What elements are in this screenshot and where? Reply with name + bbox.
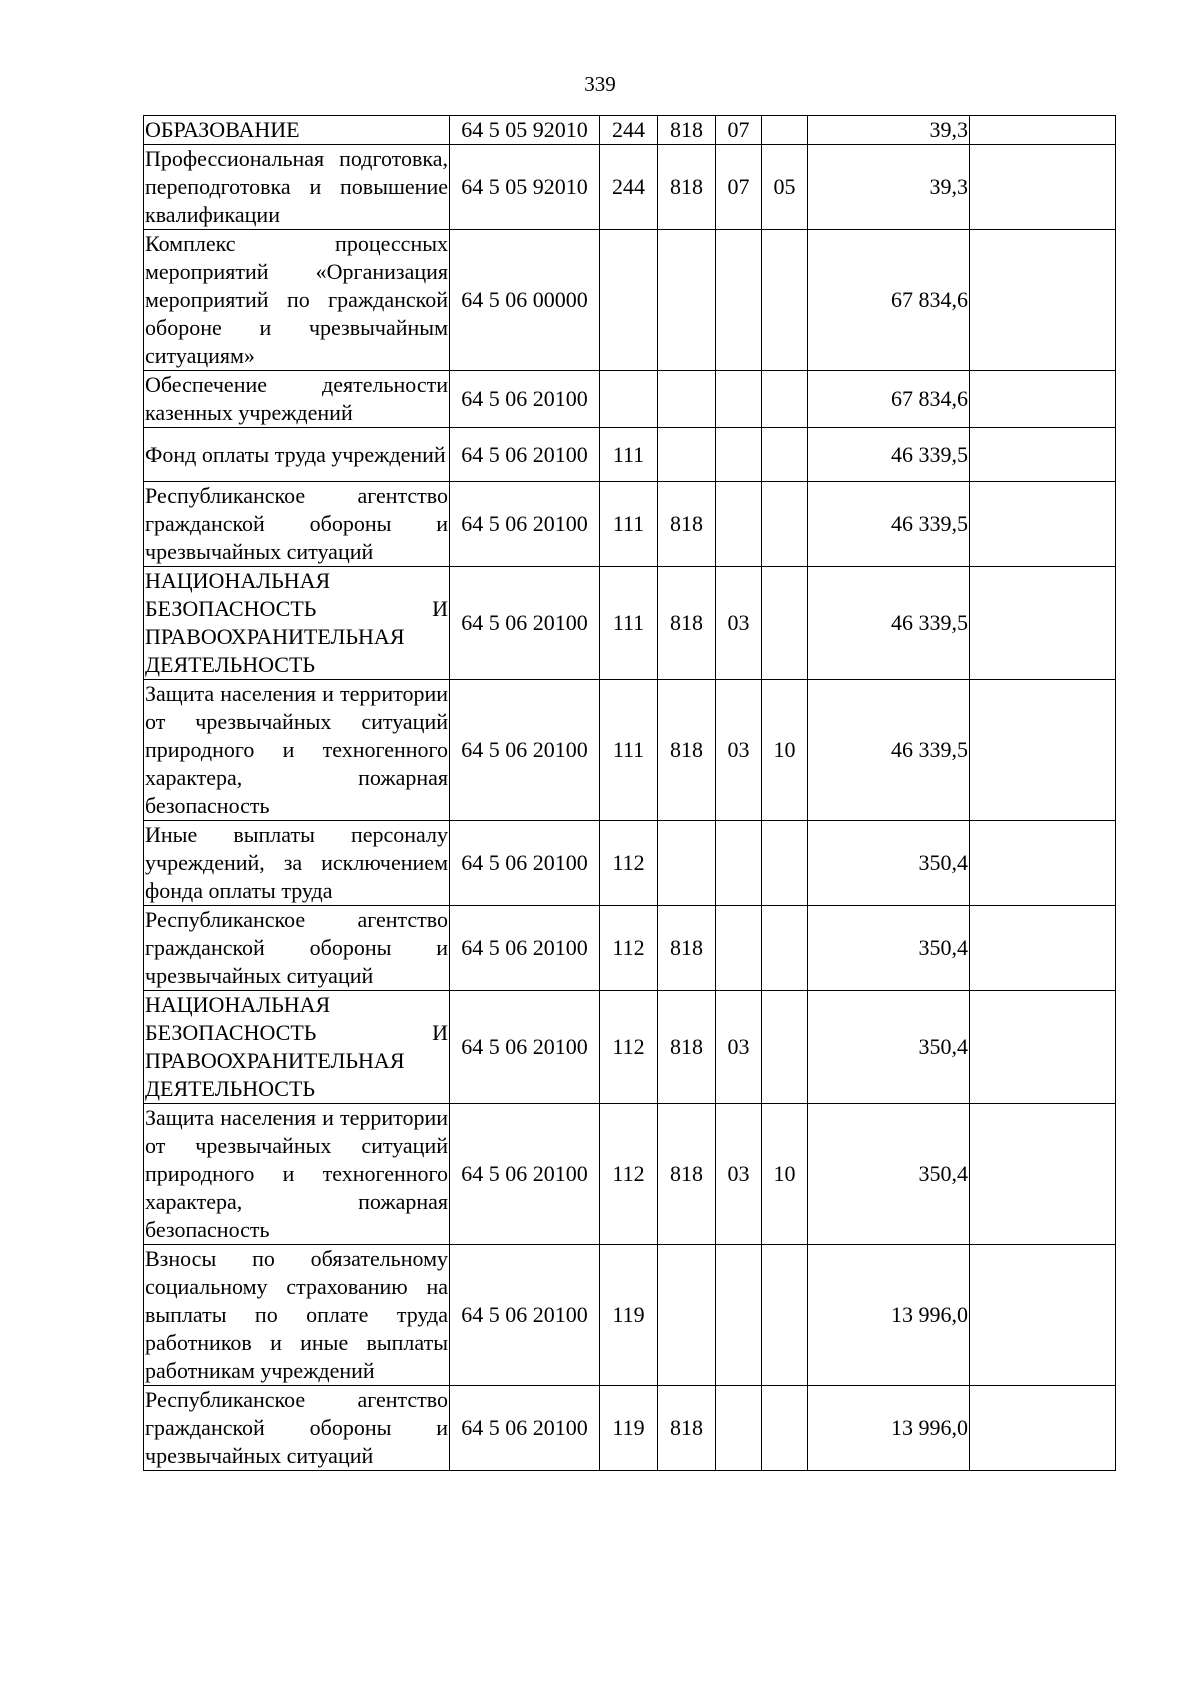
expense-type-cell: 112: [600, 821, 658, 906]
section-cell: [716, 371, 762, 428]
extra-amount-cell: [970, 116, 1116, 145]
expense-type-cell: 244: [600, 145, 658, 230]
table-row: [144, 821, 1116, 906]
amount-cell: 13 996,0: [808, 1386, 970, 1471]
administrator-code-cell: [658, 428, 716, 482]
table-row: [144, 1104, 1116, 1245]
row-name-cell: ОБРАЗОВАНИЕ: [144, 116, 450, 145]
expense-type-cell: 112: [600, 906, 658, 991]
section-cell: [716, 428, 762, 482]
section-cell: [716, 906, 762, 991]
subsection-cell: [762, 116, 808, 145]
table-row: [144, 1245, 1116, 1386]
subsection-cell: [762, 1386, 808, 1471]
target-code-cell: 64 5 06 20100: [450, 821, 600, 906]
expense-type-cell: 111: [600, 428, 658, 482]
section-cell: [716, 821, 762, 906]
amount-cell: 13 996,0: [808, 1245, 970, 1386]
subsection-cell: 10: [762, 1104, 808, 1245]
table-row: [144, 482, 1116, 567]
table-row: [144, 116, 1116, 145]
extra-amount-cell: [970, 567, 1116, 680]
extra-amount-cell: [970, 1386, 1116, 1471]
amount-cell: 350,4: [808, 821, 970, 906]
section-cell: [716, 482, 762, 567]
administrator-code-cell: 818: [658, 1386, 716, 1471]
row-name-cell: НАЦИОНАЛЬНАЯ БЕЗОПАСНОСТЬ И ПРАВООХРАНИТЕЛЬНАЯ ДЕЯТЕЛЬНОСТЬ: [144, 991, 450, 1104]
section-cell: 03: [716, 991, 762, 1104]
extra-amount-cell: [970, 371, 1116, 428]
table-row: [144, 680, 1116, 821]
target-code-cell: 64 5 06 20100: [450, 567, 600, 680]
subsection-cell: [762, 991, 808, 1104]
administrator-code-cell: 818: [658, 145, 716, 230]
budget-table-body: [144, 116, 1116, 1471]
row-name-cell: Иные выплаты персоналу учреждений, за исключением фонда оплаты труда: [144, 821, 450, 906]
target-code-cell: 64 5 06 20100: [450, 991, 600, 1104]
row-name-cell: Республиканское агентство гражданской обороны и чрезвычайных ситуаций: [144, 1386, 450, 1471]
subsection-cell: [762, 821, 808, 906]
section-cell: 03: [716, 567, 762, 680]
row-name-cell: Защита населения и территории от чрезвычайных ситуаций природного и техногенного характера, пожарная безопасность: [144, 1104, 450, 1245]
target-code-cell: 64 5 06 20100: [450, 482, 600, 567]
extra-amount-cell: [970, 991, 1116, 1104]
amount-cell: 67 834,6: [808, 371, 970, 428]
expense-type-cell: 119: [600, 1245, 658, 1386]
extra-amount-cell: [970, 428, 1116, 482]
expense-type-cell: 111: [600, 680, 658, 821]
target-code-cell: 64 5 06 20100: [450, 371, 600, 428]
section-cell: [716, 1386, 762, 1471]
expense-type-cell: 244: [600, 116, 658, 145]
subsection-cell: [762, 567, 808, 680]
extra-amount-cell: [970, 1104, 1116, 1245]
section-cell: [716, 230, 762, 371]
amount-cell: 350,4: [808, 991, 970, 1104]
section-cell: 03: [716, 680, 762, 821]
administrator-code-cell: [658, 371, 716, 428]
row-name-cell: Профессиональная подготовка, переподготовка и повышение квалификации: [144, 145, 450, 230]
amount-cell: 39,3: [808, 116, 970, 145]
amount-cell: 350,4: [808, 906, 970, 991]
expense-type-cell: 111: [600, 482, 658, 567]
administrator-code-cell: 818: [658, 567, 716, 680]
section-cell: 07: [716, 116, 762, 145]
subsection-cell: [762, 428, 808, 482]
administrator-code-cell: [658, 230, 716, 371]
administrator-code-cell: 818: [658, 680, 716, 821]
administrator-code-cell: 818: [658, 482, 716, 567]
budget-table: [143, 115, 1116, 1471]
subsection-cell: [762, 1245, 808, 1386]
subsection-cell: [762, 482, 808, 567]
extra-amount-cell: [970, 906, 1116, 991]
section-cell: [716, 1245, 762, 1386]
extra-amount-cell: [970, 821, 1116, 906]
table-row: [144, 991, 1116, 1104]
target-code-cell: 64 5 06 20100: [450, 1104, 600, 1245]
target-code-cell: 64 5 05 92010: [450, 145, 600, 230]
amount-cell: 46 339,5: [808, 428, 970, 482]
amount-cell: 350,4: [808, 1104, 970, 1245]
target-code-cell: 64 5 06 20100: [450, 428, 600, 482]
subsection-cell: [762, 906, 808, 991]
expense-type-cell: 112: [600, 991, 658, 1104]
amount-cell: 46 339,5: [808, 482, 970, 567]
section-cell: 03: [716, 1104, 762, 1245]
table-row: [144, 145, 1116, 230]
amount-cell: 46 339,5: [808, 567, 970, 680]
subsection-cell: 10: [762, 680, 808, 821]
target-code-cell: 64 5 05 92010: [450, 116, 600, 145]
expense-type-cell: 112: [600, 1104, 658, 1245]
administrator-code-cell: [658, 821, 716, 906]
row-name-cell: Взносы по обязательному социальному страхованию на выплаты по оплате труда работников и иные выплаты работникам учреждений: [144, 1245, 450, 1386]
expense-type-cell: [600, 371, 658, 428]
target-code-cell: 64 5 06 20100: [450, 1245, 600, 1386]
table-row: [144, 428, 1116, 482]
row-name-cell: НАЦИОНАЛЬНАЯ БЕЗОПАСНОСТЬ И ПРАВООХРАНИТЕЛЬНАЯ ДЕЯТЕЛЬНОСТЬ: [144, 567, 450, 680]
amount-cell: 46 339,5: [808, 680, 970, 821]
administrator-code-cell: 818: [658, 1104, 716, 1245]
row-name-cell: Обеспечение деятельности казенных учреждений: [144, 371, 450, 428]
extra-amount-cell: [970, 145, 1116, 230]
target-code-cell: 64 5 06 20100: [450, 680, 600, 821]
amount-cell: 67 834,6: [808, 230, 970, 371]
table-row: [144, 230, 1116, 371]
subsection-cell: [762, 371, 808, 428]
administrator-code-cell: 818: [658, 991, 716, 1104]
page-number: 339: [584, 72, 616, 96]
target-code-cell: 64 5 06 00000: [450, 230, 600, 371]
expense-type-cell: [600, 230, 658, 371]
extra-amount-cell: [970, 1245, 1116, 1386]
row-name-cell: Защита населения и территории от чрезвычайных ситуаций природного и техногенного характера, пожарная безопасность: [144, 680, 450, 821]
subsection-cell: 05: [762, 145, 808, 230]
target-code-cell: 64 5 06 20100: [450, 906, 600, 991]
section-cell: 07: [716, 145, 762, 230]
administrator-code-cell: 818: [658, 116, 716, 145]
table-row: [144, 567, 1116, 680]
table-row: [144, 906, 1116, 991]
extra-amount-cell: [970, 680, 1116, 821]
row-name-cell: Республиканское агентство гражданской обороны и чрезвычайных ситуаций: [144, 482, 450, 567]
amount-cell: 39,3: [808, 145, 970, 230]
extra-amount-cell: [970, 482, 1116, 567]
target-code-cell: 64 5 06 20100: [450, 1386, 600, 1471]
administrator-code-cell: 818: [658, 906, 716, 991]
administrator-code-cell: [658, 1245, 716, 1386]
table-row: [144, 371, 1116, 428]
expense-type-cell: 119: [600, 1386, 658, 1471]
subsection-cell: [762, 230, 808, 371]
extra-amount-cell: [970, 230, 1116, 371]
row-name-cell: Республиканское агентство гражданской обороны и чрезвычайных ситуаций: [144, 906, 450, 991]
row-name-cell: Комплекс процессных мероприятий «Организация мероприятий по гражданской обороне и чрезвычайным ситуациям»: [144, 230, 450, 371]
expense-type-cell: 111: [600, 567, 658, 680]
table-row: [144, 1386, 1116, 1471]
row-name-cell: Фонд оплаты труда учреждений: [144, 428, 450, 482]
